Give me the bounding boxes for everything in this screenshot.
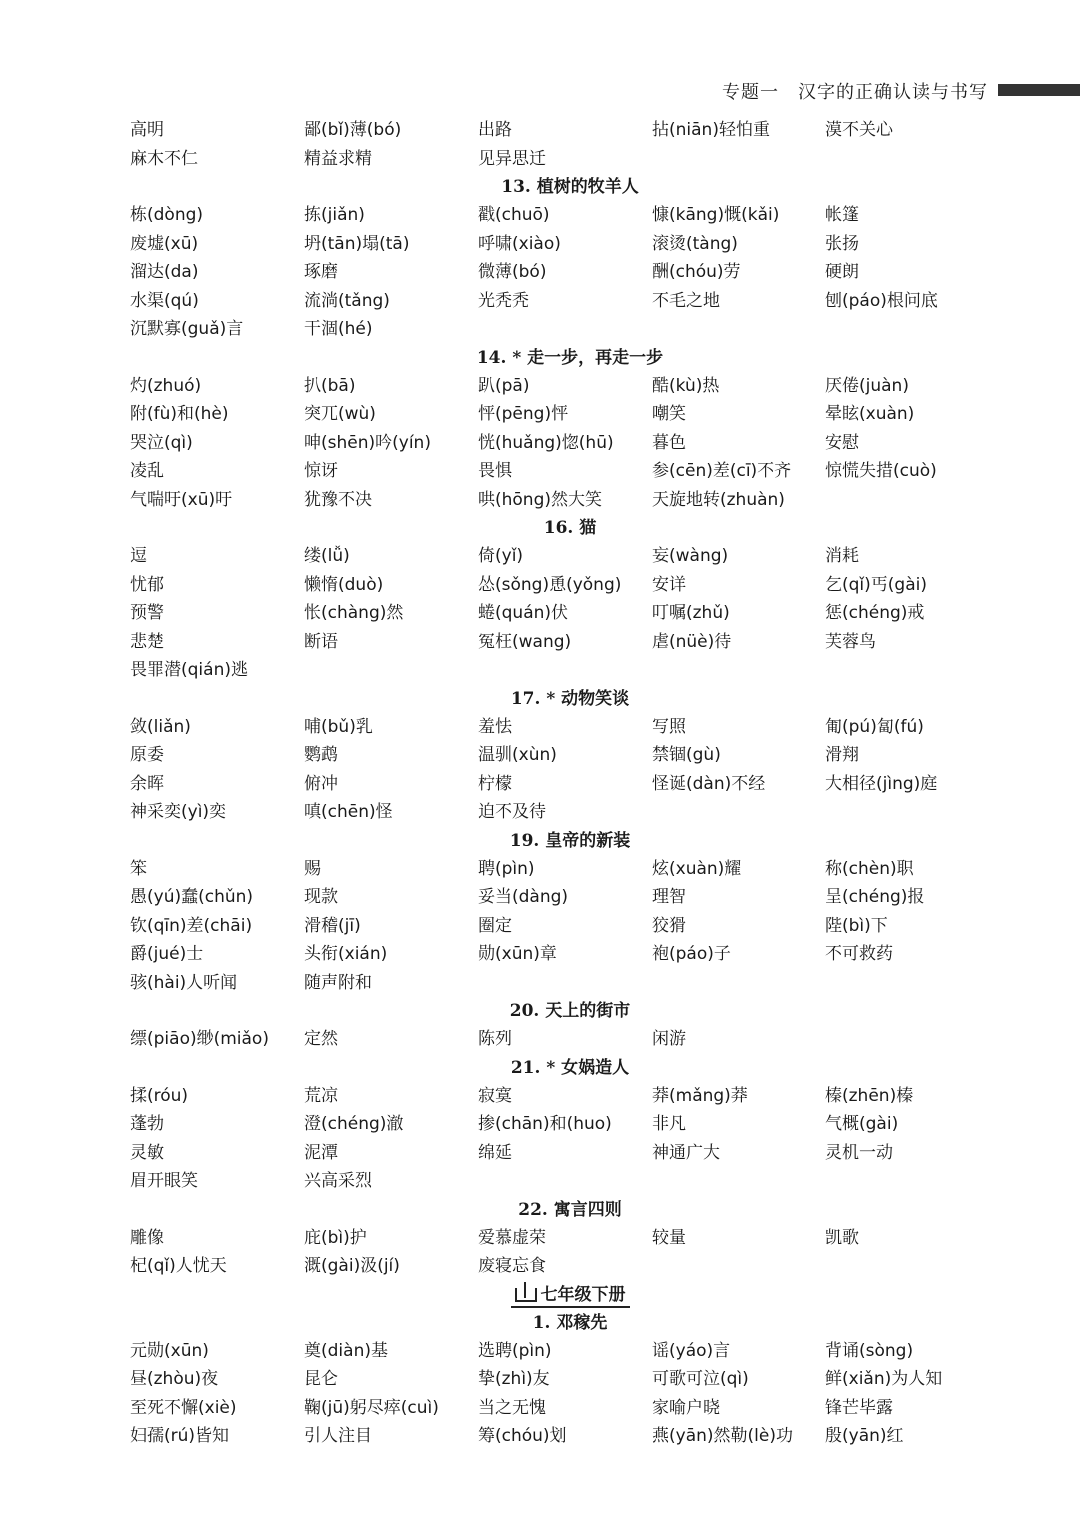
word-item: 惩(chéng)戒 [825, 603, 925, 623]
word-row [0, 628, 1080, 657]
word-item: 哺(bǔ)乳 [304, 716, 373, 737]
word-item: 乞(qǐ)丐(gài) [825, 574, 927, 595]
word-item: 绵延 [478, 1142, 512, 1163]
word-item: 安详 [652, 574, 686, 595]
word-item: 缕(lǚ) [304, 546, 350, 566]
word-row [0, 969, 1080, 998]
word-item: 怂(sǒng)恿(yǒng) [478, 574, 622, 595]
word-item: 栋(dòng) [130, 205, 204, 225]
word-item: 妄(wàng) [652, 546, 729, 566]
word-item: 锋芒毕露 [825, 1397, 893, 1418]
word-item: 硬朗 [825, 262, 859, 282]
book-icon [515, 1288, 537, 1302]
word-row [0, 315, 1080, 344]
word-item: 选聘(pìn) [478, 1340, 552, 1361]
word-row [0, 798, 1080, 827]
word-item: 圈定 [478, 915, 512, 936]
word-item: 元勋(xūn) [130, 1340, 209, 1361]
word-row [0, 656, 1080, 685]
word-item: 荒凉 [304, 1085, 338, 1106]
word-item: 帐篷 [825, 205, 859, 225]
word-row [0, 599, 1080, 628]
word-item: 嘲笑 [652, 404, 686, 424]
word-row [0, 145, 1080, 174]
word-item: 忧郁 [130, 574, 164, 595]
word-item: 鞠(jū)躬尽瘁(cuì) [304, 1397, 439, 1418]
word-item: 气喘吁(xū)吁 [130, 489, 233, 510]
word-item: 断语 [304, 631, 338, 652]
word-row [0, 1167, 1080, 1196]
word-item: 酬(chóu)劳 [652, 262, 741, 282]
word-item: 干涸(hé) [304, 319, 373, 339]
word-item: 羞怯 [478, 716, 512, 737]
word-item: 随声附和 [304, 972, 372, 993]
word-row [0, 571, 1080, 600]
word-item: 附(fù)和(hè) [130, 404, 229, 424]
word-row [0, 741, 1080, 770]
word-item: 坍(tān)塌(tā) [304, 233, 410, 254]
word-item: 可歌可泣(qì) [652, 1369, 749, 1389]
word-item: 寂寞 [478, 1085, 512, 1106]
word-item: 恍(huǎng)惚(hū) [478, 432, 614, 453]
word-item: 溉(gài)汲(jí) [304, 1256, 400, 1276]
word-item: 眉开眼笑 [130, 1171, 198, 1191]
word-row [0, 1110, 1080, 1139]
word-item: 怅(chàng)然 [304, 603, 404, 623]
word-item: 较量 [652, 1227, 686, 1248]
word-row [0, 1422, 1080, 1451]
word-item: 迫不及待 [478, 802, 546, 822]
word-item: 狡猾 [652, 915, 686, 936]
grade-label [511, 1284, 630, 1308]
word-row [0, 1025, 1080, 1054]
word-item: 戳(chuō) [478, 205, 550, 225]
word-item: 筹(chóu)划 [478, 1426, 567, 1446]
section-title: 19. 皇帝的新装 [509, 830, 631, 851]
word-item: 聘(pìn) [478, 858, 535, 879]
word-item: 非凡 [652, 1114, 686, 1134]
word-item: 怦(pēng)怦 [478, 404, 569, 424]
word-item: 麻木不仁 [130, 148, 198, 169]
word-item: 笨 [130, 858, 147, 879]
word-item: 见异思迁 [478, 148, 546, 169]
word-item: 杞(qǐ)人忧天 [130, 1256, 227, 1276]
word-row [0, 457, 1080, 486]
word-item: 理智 [652, 887, 686, 907]
section-title: 1. 邓稼先 [532, 1312, 608, 1333]
word-row [0, 201, 1080, 230]
word-item: 畏惧 [478, 461, 512, 481]
word-item: 虐(nüè)待 [652, 631, 732, 652]
word-item: 鄙(bǐ)薄(bó) [304, 120, 402, 140]
word-item: 称(chèn)职 [825, 858, 914, 879]
section-title: 21. * 女娲造人 [510, 1057, 630, 1078]
word-item: 参(cēn)差(cī)不齐 [652, 461, 792, 481]
word-item: 溜达(da) [130, 262, 199, 282]
word-item: 禁锢(gù) [652, 745, 721, 765]
word-item: 冤枉(wang) [478, 631, 572, 652]
page-header [0, 78, 1080, 102]
word-item: 晕眩(xuàn) [825, 404, 915, 424]
word-item: 懒惰(duò) [304, 574, 384, 595]
word-item: 殷(yān)红 [825, 1426, 904, 1446]
word-item: 灵机一动 [825, 1142, 893, 1163]
word-item: 燕(yān)然勒(lè)功 [652, 1426, 793, 1446]
word-row [0, 855, 1080, 884]
grade-title: 七年级下册 [540, 1284, 626, 1305]
word-item: 掺(chān)和(huo) [478, 1114, 612, 1134]
word-item: 缥(piāo)缈(miǎo) [130, 1029, 269, 1049]
word-item: 扒(bā) [304, 375, 356, 396]
word-item: 精益求精 [304, 148, 372, 169]
word-item: 滑稽(jī) [304, 915, 361, 936]
word-item: 琢磨 [304, 262, 338, 282]
word-item: 泥潭 [304, 1142, 338, 1163]
word-item: 鲜(xiǎn)为人知 [825, 1369, 943, 1389]
word-item: 灵敏 [130, 1142, 164, 1163]
word-row [0, 770, 1080, 799]
word-item: 呼啸(xiào) [478, 233, 561, 254]
word-item: 奠(diàn)基 [304, 1340, 388, 1361]
word-item: 芙蓉鸟 [825, 631, 876, 652]
word-row [0, 429, 1080, 458]
word-item: 流淌(tǎng) [304, 290, 390, 311]
word-item: 倚(yǐ) [478, 546, 524, 566]
word-row [0, 116, 1080, 145]
word-item: 闲游 [652, 1029, 686, 1049]
word-item: 妥当(dàng) [478, 887, 569, 907]
section-title: 16. 猫 [543, 518, 597, 538]
word-item: 余晖 [130, 773, 164, 794]
word-row [0, 1139, 1080, 1168]
word-item: 嗔(chēn)怪 [304, 802, 393, 822]
word-item: 逗 [130, 546, 147, 566]
section-title: 14. * 走一步，再走一步 [476, 347, 664, 368]
word-item: 家喻户晓 [652, 1397, 720, 1418]
word-item: 光秃秃 [478, 290, 529, 311]
word-item: 钦(qīn)差(chāi) [130, 915, 253, 936]
word-item: 天旋地转(zhuàn) [652, 489, 785, 510]
word-item: 陈列 [478, 1029, 512, 1049]
section-title: 13. 植树的牧羊人 [501, 177, 639, 197]
word-item: 凌乱 [130, 461, 164, 481]
word-row [0, 230, 1080, 259]
word-item: 高明 [130, 120, 164, 140]
word-item: 揉(róu) [130, 1085, 189, 1106]
word-row [0, 1394, 1080, 1423]
word-item: 兴高采烈 [304, 1171, 372, 1191]
word-row [0, 883, 1080, 912]
word-row [0, 287, 1080, 316]
word-item: 犹豫不决 [304, 489, 372, 510]
word-row [0, 372, 1080, 401]
word-item: 凯歌 [825, 1227, 859, 1248]
word-item: 畏罪潜(qián)逃 [130, 660, 248, 680]
word-item: 大相径(jìng)庭 [825, 773, 938, 794]
word-row [0, 400, 1080, 429]
word-item: 呻(shēn)吟(yín) [304, 432, 431, 453]
word-row [0, 542, 1080, 571]
word-item: 沉默寡(guǎ)言 [130, 319, 244, 339]
word-item: 庇(bì)护 [304, 1227, 367, 1248]
word-item: 温驯(xùn) [478, 745, 557, 765]
word-item: 厌倦(juàn) [825, 375, 909, 396]
word-row [0, 1082, 1080, 1111]
word-item: 水渠(qú) [130, 290, 199, 311]
word-row [0, 1337, 1080, 1366]
word-item: 昆仑 [304, 1369, 338, 1389]
word-item: 原委 [130, 745, 164, 765]
word-item: 当之无愧 [478, 1397, 546, 1418]
word-item: 拈(niān)轻怕重 [652, 120, 770, 140]
word-row [0, 258, 1080, 287]
word-item: 惊讶 [304, 461, 338, 481]
vocabulary-list [0, 116, 1080, 1451]
word-item: 哭泣(qì) [130, 432, 193, 453]
word-item: 趴(pā) [478, 375, 530, 396]
word-item: 消耗 [825, 546, 859, 566]
word-item: 悲楚 [130, 631, 164, 652]
word-item: 陛(bì)下 [825, 915, 888, 936]
section-title: 17. * 动物笑谈 [510, 688, 630, 709]
word-row [0, 486, 1080, 515]
word-item: 谣(yáo)言 [652, 1340, 731, 1361]
word-item: 安慰 [825, 432, 859, 453]
word-item: 袍(páo)子 [652, 944, 731, 964]
word-item: 暮色 [652, 432, 686, 453]
word-item: 背诵(sòng) [825, 1340, 914, 1361]
word-item: 漠不关心 [825, 120, 893, 140]
word-item: 废寝忘食 [478, 1256, 546, 1276]
word-item: 勋(xūn)章 [478, 944, 557, 964]
word-row [0, 940, 1080, 969]
word-item: 炫(xuàn)耀 [652, 858, 742, 879]
word-item: 引人注目 [304, 1426, 372, 1446]
word-item: 哄(hōng)然大笑 [478, 489, 603, 510]
word-item: 叮嘱(zhǔ) [652, 603, 730, 623]
word-item: 赐 [304, 858, 321, 879]
word-item: 柠檬 [478, 773, 512, 794]
word-item: 神通广大 [652, 1142, 720, 1163]
word-item: 突兀(wù) [304, 404, 376, 424]
word-item: 至死不懈(xiè) [130, 1397, 237, 1418]
word-row [0, 1252, 1080, 1281]
word-item: 呈(chéng)报 [825, 887, 925, 907]
word-item: 不可救药 [825, 944, 893, 964]
word-item: 挚(zhì)友 [478, 1369, 550, 1389]
word-item: 昼(zhòu)夜 [130, 1369, 219, 1389]
word-item: 不毛之地 [652, 290, 720, 311]
word-item: 微薄(bó) [478, 262, 547, 282]
word-item: 敛(liǎn) [130, 716, 191, 737]
word-item: 张扬 [825, 233, 859, 254]
word-item: 写照 [652, 716, 686, 737]
word-item: 雕像 [130, 1227, 164, 1248]
word-row [0, 1224, 1080, 1253]
word-item: 莽(mǎng)莽 [652, 1085, 748, 1106]
word-item: 滑翔 [825, 745, 859, 765]
word-item: 定然 [304, 1029, 338, 1049]
word-item: 酷(kù)热 [652, 375, 720, 396]
word-item: 头衔(xián) [304, 944, 388, 964]
word-row [0, 912, 1080, 941]
word-item: 出路 [478, 120, 512, 140]
word-item: 妇孺(rú)皆知 [130, 1426, 230, 1446]
word-item: 骇(hài)人听闻 [130, 972, 238, 993]
word-item: 神采奕(yì)奕 [130, 802, 227, 822]
word-item: 鹦鹉 [304, 745, 338, 765]
word-item: 蓬勃 [130, 1114, 164, 1134]
word-item: 刨(páo)根问底 [825, 290, 938, 311]
word-item: 怪诞(dàn)不经 [652, 773, 766, 794]
word-item: 气概(gài) [825, 1114, 899, 1134]
word-item: 愚(yú)蠢(chǔn) [130, 887, 254, 907]
section-title: 22. 寓言四则 [518, 1199, 622, 1220]
word-item: 灼(zhuó) [130, 375, 202, 396]
header-bar [998, 84, 1080, 96]
word-item: 蜷(quán)伏 [478, 603, 569, 623]
word-row [0, 1365, 1080, 1394]
word-item: 预警 [130, 603, 164, 623]
word-item: 慷(kāng)慨(kǎi) [652, 205, 780, 225]
word-item: 榛(zhēn)榛 [825, 1085, 914, 1106]
word-item: 现款 [304, 887, 338, 907]
word-item: 拣(jiǎn) [304, 205, 365, 225]
word-item: 俯冲 [304, 773, 338, 794]
word-item: 废墟(xū) [130, 233, 199, 254]
word-item: 爱慕虚荣 [478, 1227, 546, 1248]
word-item: 澄(chéng)澈 [304, 1114, 404, 1134]
word-item: 匍(pú)匐(fú) [825, 716, 924, 737]
section-title: 20. 天上的街市 [509, 1001, 631, 1021]
grade-heading [0, 1281, 1080, 1309]
chapter-title: 专题一 汉字的正确认读与书写 [722, 82, 988, 103]
word-row [0, 713, 1080, 742]
word-item: 惊慌失措(cuò) [825, 461, 937, 481]
word-item: 爵(jué)士 [130, 944, 204, 964]
word-item: 滚烫(tàng) [652, 233, 738, 254]
